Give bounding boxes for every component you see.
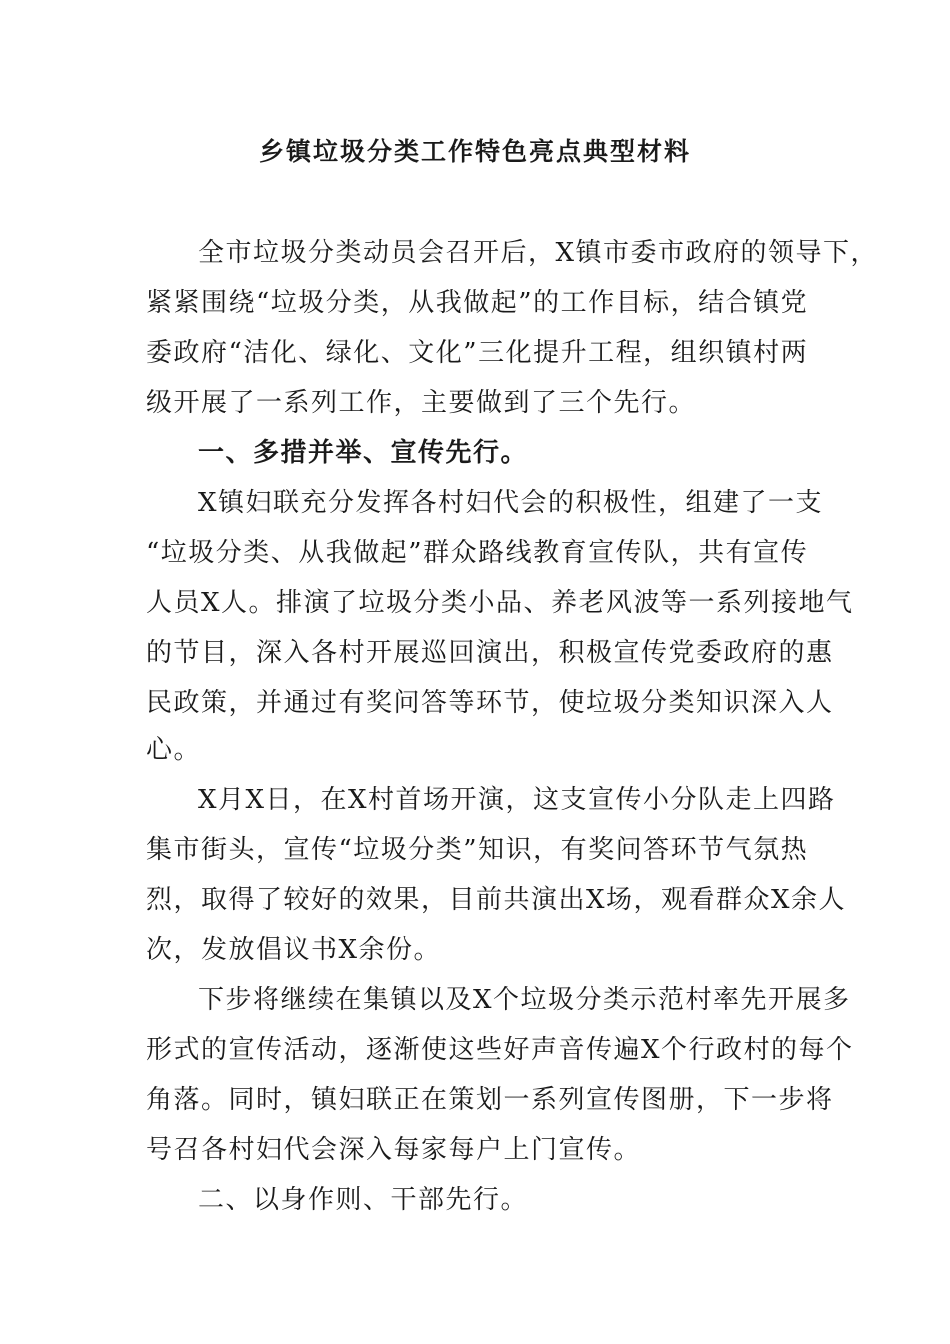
paragraph-line: 集市街头，宣传“垃圾分类”知识，有奖问答环节气氛热 [146,835,809,865]
paragraph-line: 心。 [146,735,202,765]
paragraph-line: 人员X人。排演了垃圾分类小品、养老风波等一系列接地气 [146,588,854,618]
paragraph-line: 紧紧围绕“垃圾分类，从我做起”的工作目标，结合镇党 [146,288,809,318]
paragraph-line: 次，发放倡议书X余份。 [146,935,442,965]
paragraph-line: 委政府“洁化、绿化、文化”三化提升工程，组织镇村两 [146,338,809,368]
section-heading: 一、多措并举、宣传先行。 [198,438,529,468]
section-heading: 二、以身作则、干部先行。 [198,1185,529,1215]
document-title: 乡镇垃圾分类工作特色亮点典型材料 [258,137,691,166]
paragraph-line: 角落。同时，镇妇联正在策划一系列宣传图册，下一步将 [146,1085,834,1115]
paragraph-line: 下步将继续在集镇以及X个垃圾分类示范村率先开展多 [198,985,851,1015]
paragraph-line: 全市垃圾分类动员会召开后，X镇市委市政府的领导下， [198,238,879,268]
paragraph-line: 形式的宣传活动，逐渐使这些好声音传遍X个行政村的每个 [146,1035,854,1065]
paragraph-line: 的节目，深入各村开展巡回演出，积极宣传党委政府的惠 [146,638,834,668]
paragraph-line: 号召各村妇代会深入每家每户上门宣传。 [146,1135,642,1165]
paragraph-line: 级开展了一系列工作，主要做到了三个先行。 [146,388,697,418]
paragraph-line: X镇妇联充分发挥各村妇代会的积极性，组建了一支 [198,488,824,518]
paragraph-line: 烈，取得了较好的效果，目前共演出X场，观看群众X余人 [146,885,847,915]
paragraph-line: 民政策，并通过有奖问答等环节，使垃圾分类知识深入人 [146,688,834,718]
paragraph-line: “垃圾分类、从我做起”群众路线教育宣传队，共有宣传 [146,538,809,568]
paragraph-line: X月X日，在X村首场开演，这支宣传小分队走上四路 [198,785,836,815]
